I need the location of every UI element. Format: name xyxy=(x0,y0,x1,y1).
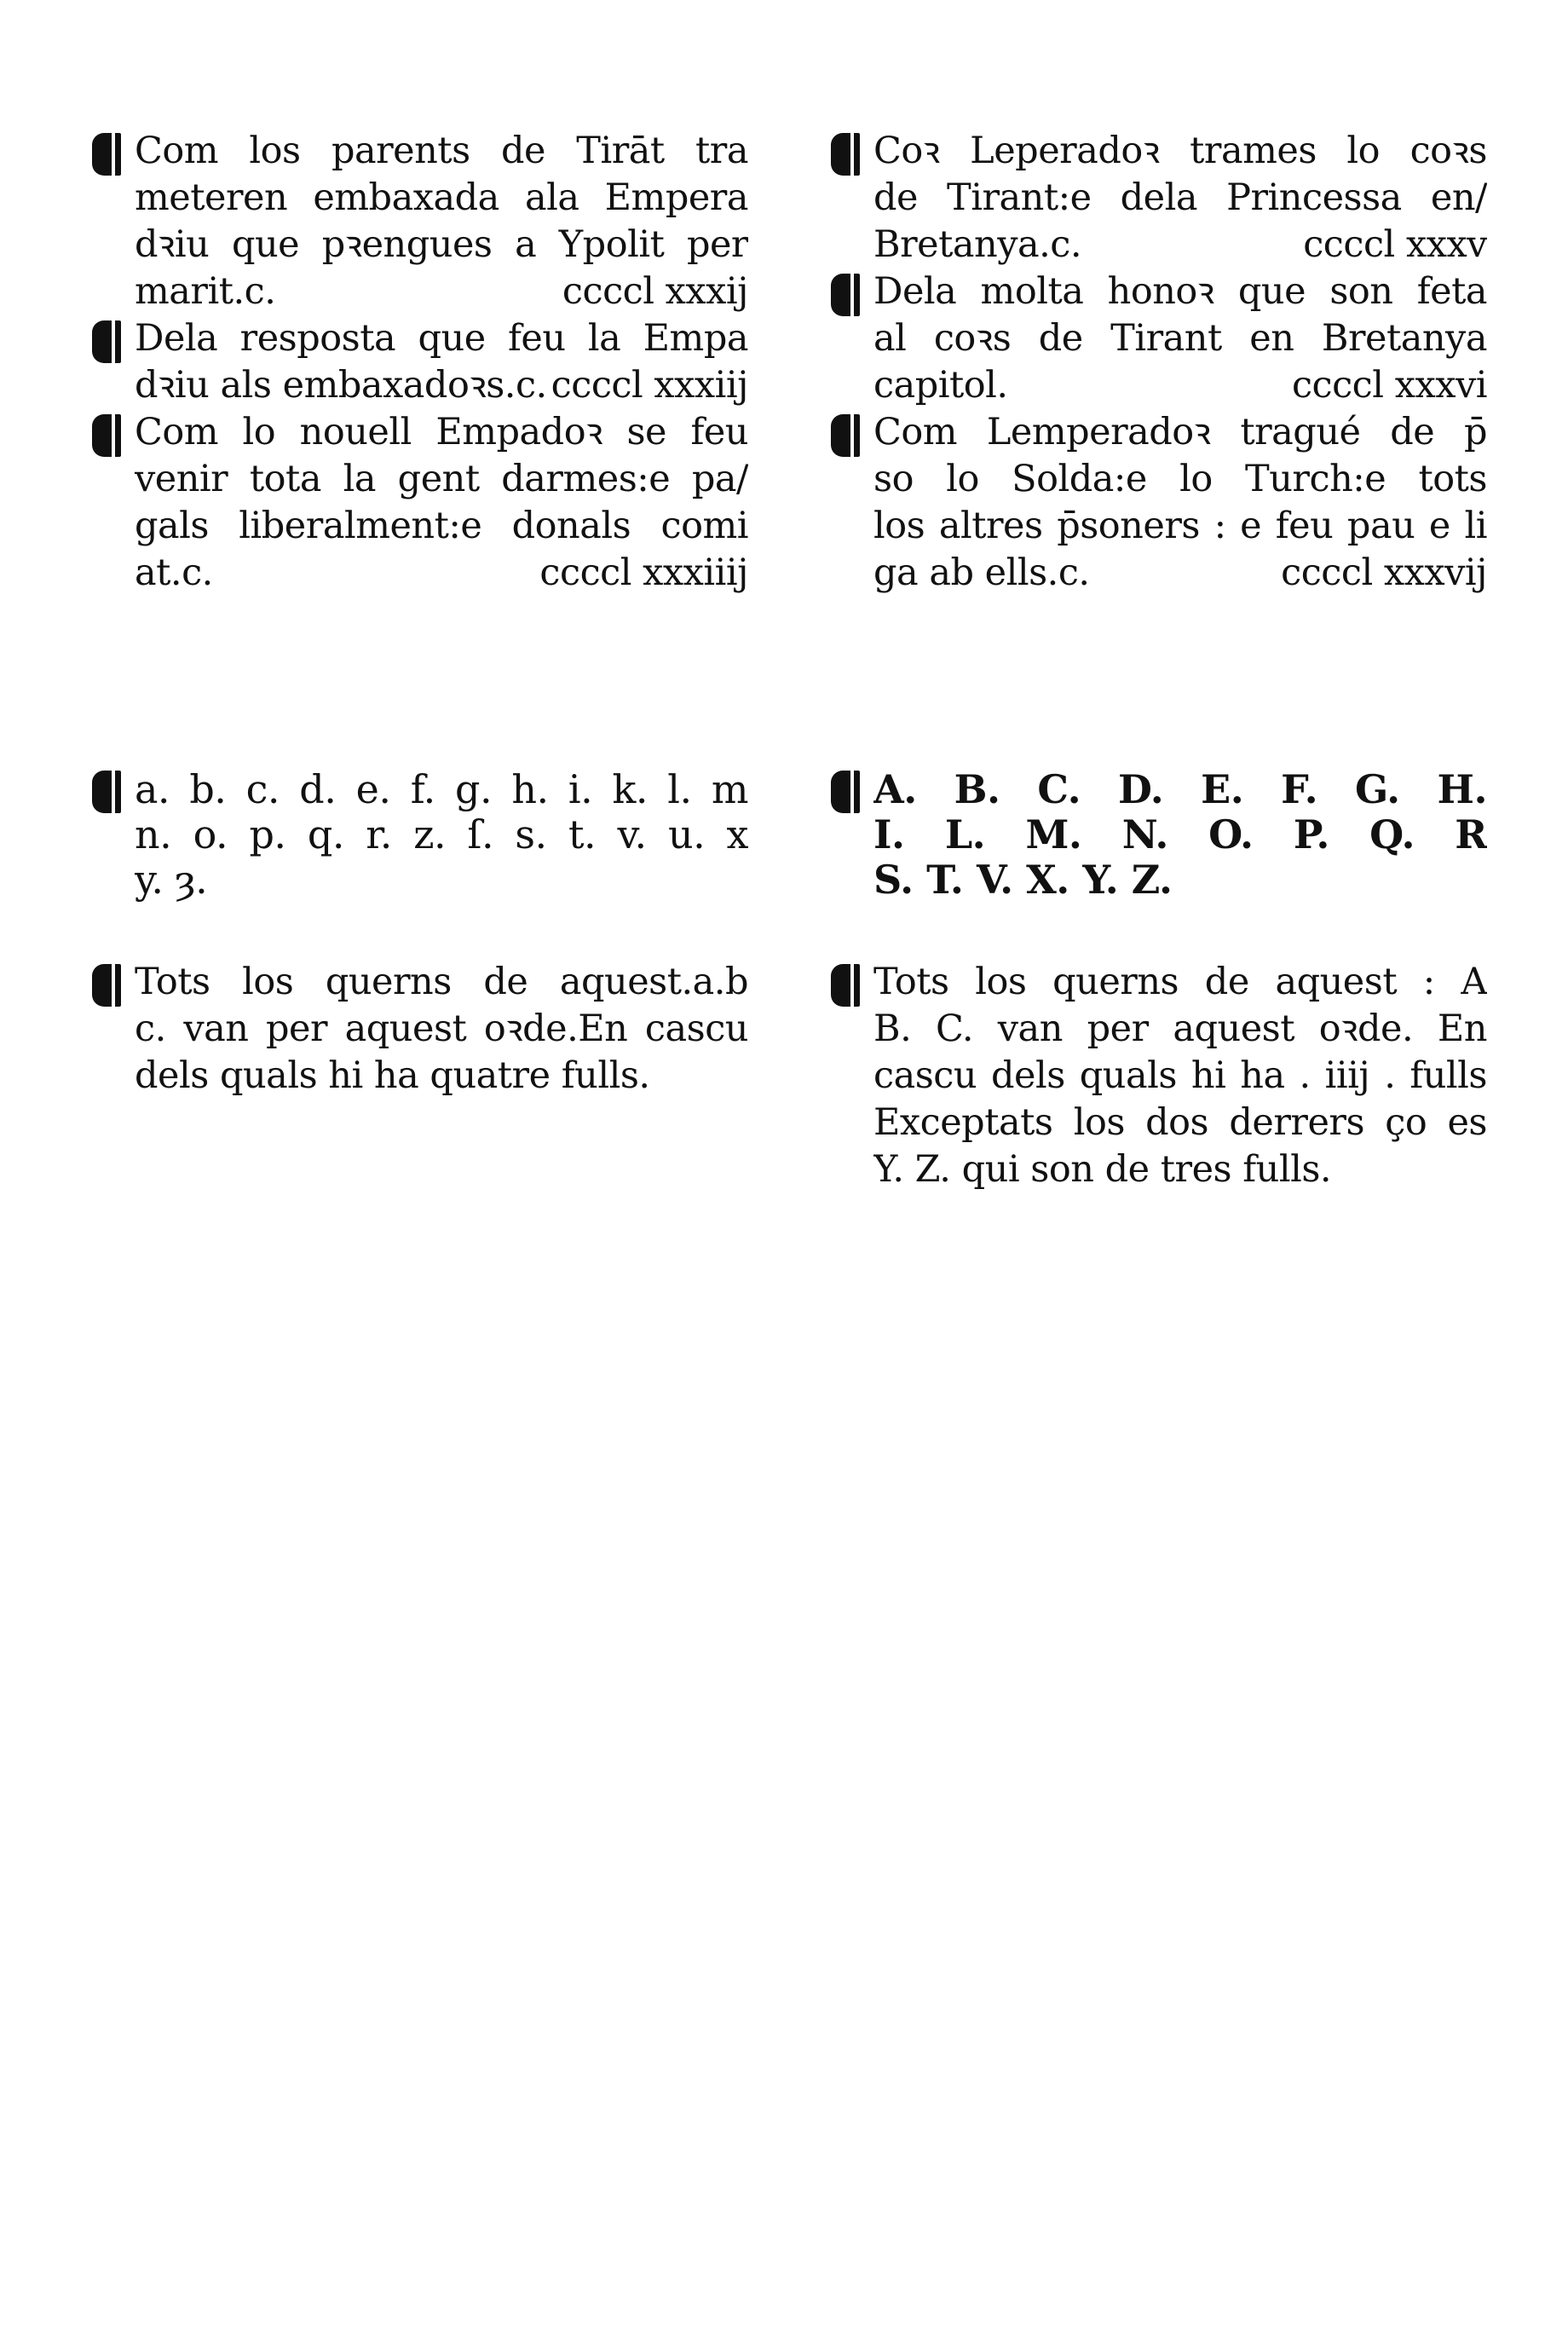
toc-line: Com Lemperadoꝛ tragué de p̄ xyxy=(873,411,1487,453)
toc-line: gals liberalment:e donals comi xyxy=(135,505,748,547)
pilcrow-mark xyxy=(92,771,121,813)
pilcrow-mark xyxy=(92,964,121,1007)
pilcrow-mark xyxy=(831,274,860,316)
toc-line: venir tota la gent darmes:e pa/ xyxy=(135,458,748,500)
note-line: Exceptats los dos derrers ço es xyxy=(873,1101,1487,1144)
toc-chapter-number: ccccl xxxij xyxy=(562,270,748,313)
toc-line: so lo Solda:e lo Turch:e tots xyxy=(873,458,1487,500)
toc-entry xyxy=(92,315,748,409)
toc-entry xyxy=(831,268,1487,409)
left-table-of-contents xyxy=(92,128,748,597)
toc-last-line xyxy=(135,550,748,597)
register-line: n. o. p. q. r. z. ſ. s. t. v. u. x xyxy=(135,812,748,857)
toc-line: de Tirant:e dela Princessa en/ xyxy=(873,176,1487,219)
toc-entry xyxy=(92,409,748,597)
toc-line: Dela molta honoꝛ que son feta xyxy=(873,270,1487,313)
toc-text: ga ab ells.c. xyxy=(873,551,1090,594)
toc-line: Dela resposta que feu la Empa xyxy=(135,317,748,360)
register-line: A. B. C. D. E. F. G. H. xyxy=(873,767,1487,812)
toc-entry xyxy=(92,128,748,315)
toc-chapter-number: ccccl xxxvi xyxy=(1291,364,1487,407)
pilcrow-mark xyxy=(831,133,860,176)
toc-line: los altres p̄soners : e feu pau e li xyxy=(873,505,1487,547)
toc-last-line xyxy=(135,362,748,409)
toc-line: dꝛiu que pꝛengues a Ypolit per xyxy=(135,223,748,266)
pilcrow-mark xyxy=(92,320,121,363)
quire-note xyxy=(92,959,748,1100)
note-line: B. C. van per aquest oꝛde. En xyxy=(873,1007,1487,1050)
register-line: a. b. c. d. e. f. g. h. i. k. l. m xyxy=(135,767,748,812)
toc-text: at.c. xyxy=(135,551,213,594)
toc-text: capitol. xyxy=(873,364,1008,407)
toc-line: meteren embaxada ala Empera xyxy=(135,176,748,219)
register-line: S. T. V. X. Y. Z. xyxy=(873,857,1173,903)
toc-chapter-number: ccccl xxxiij xyxy=(551,364,748,407)
toc-line: Com los parents de Tirāt tra xyxy=(135,130,748,172)
toc-line: Coꝛ Leperadoꝛ trames lo coꝛs xyxy=(873,130,1487,172)
right-alphabet-register xyxy=(831,767,1487,903)
left-alphabet-register xyxy=(92,767,748,903)
toc-line: al coꝛs de Tirant en Bretanya xyxy=(873,317,1487,360)
toc-last-line xyxy=(873,550,1487,597)
toc-chapter-number: ccccl xxxv xyxy=(1303,223,1487,266)
toc-last-line xyxy=(873,222,1487,268)
right-table-of-contents xyxy=(831,128,1487,597)
toc-entry xyxy=(831,409,1487,597)
register-line: I. L. M. N. O. P. Q. R xyxy=(873,812,1487,857)
left-quire-note xyxy=(92,959,748,1100)
toc-text: marit.c. xyxy=(135,270,276,313)
toc-line: Com lo nouell Empadoꝛ se feu xyxy=(135,411,748,453)
register-list xyxy=(831,767,1487,903)
toc-chapter-number: ccccl xxxvij xyxy=(1281,551,1487,594)
note-line: Y. Z. qui son de tres fulls. xyxy=(873,1148,1332,1191)
register-list xyxy=(92,767,748,903)
toc-text: Bretanya.c. xyxy=(873,223,1082,266)
pilcrow-mark xyxy=(92,133,121,176)
pilcrow-mark xyxy=(831,414,860,457)
pilcrow-mark xyxy=(831,964,860,1007)
note-line: Tots los querns de aquest : A xyxy=(873,961,1487,1003)
pilcrow-mark xyxy=(92,414,121,457)
note-line: c. van per aquest oꝛde.En cascu xyxy=(135,1007,748,1050)
note-line: dels quals hi ha quatre fulls. xyxy=(135,1054,650,1097)
toc-chapter-number: ccccl xxxiiij xyxy=(539,551,748,594)
right-quire-note xyxy=(831,959,1487,1193)
toc-text: dꝛiu als embaxadoꝛs.c. xyxy=(135,364,547,407)
toc-last-line xyxy=(135,268,748,315)
note-line: cascu dels quals hi ha . iiij . fulls xyxy=(873,1054,1487,1097)
note-line: Tots los querns de aquest.a.b xyxy=(135,961,748,1003)
quire-note xyxy=(831,959,1487,1193)
pilcrow-mark xyxy=(831,771,860,813)
register-line: y. ȝ. xyxy=(135,857,208,903)
toc-last-line xyxy=(873,362,1487,409)
toc-entry xyxy=(831,128,1487,268)
